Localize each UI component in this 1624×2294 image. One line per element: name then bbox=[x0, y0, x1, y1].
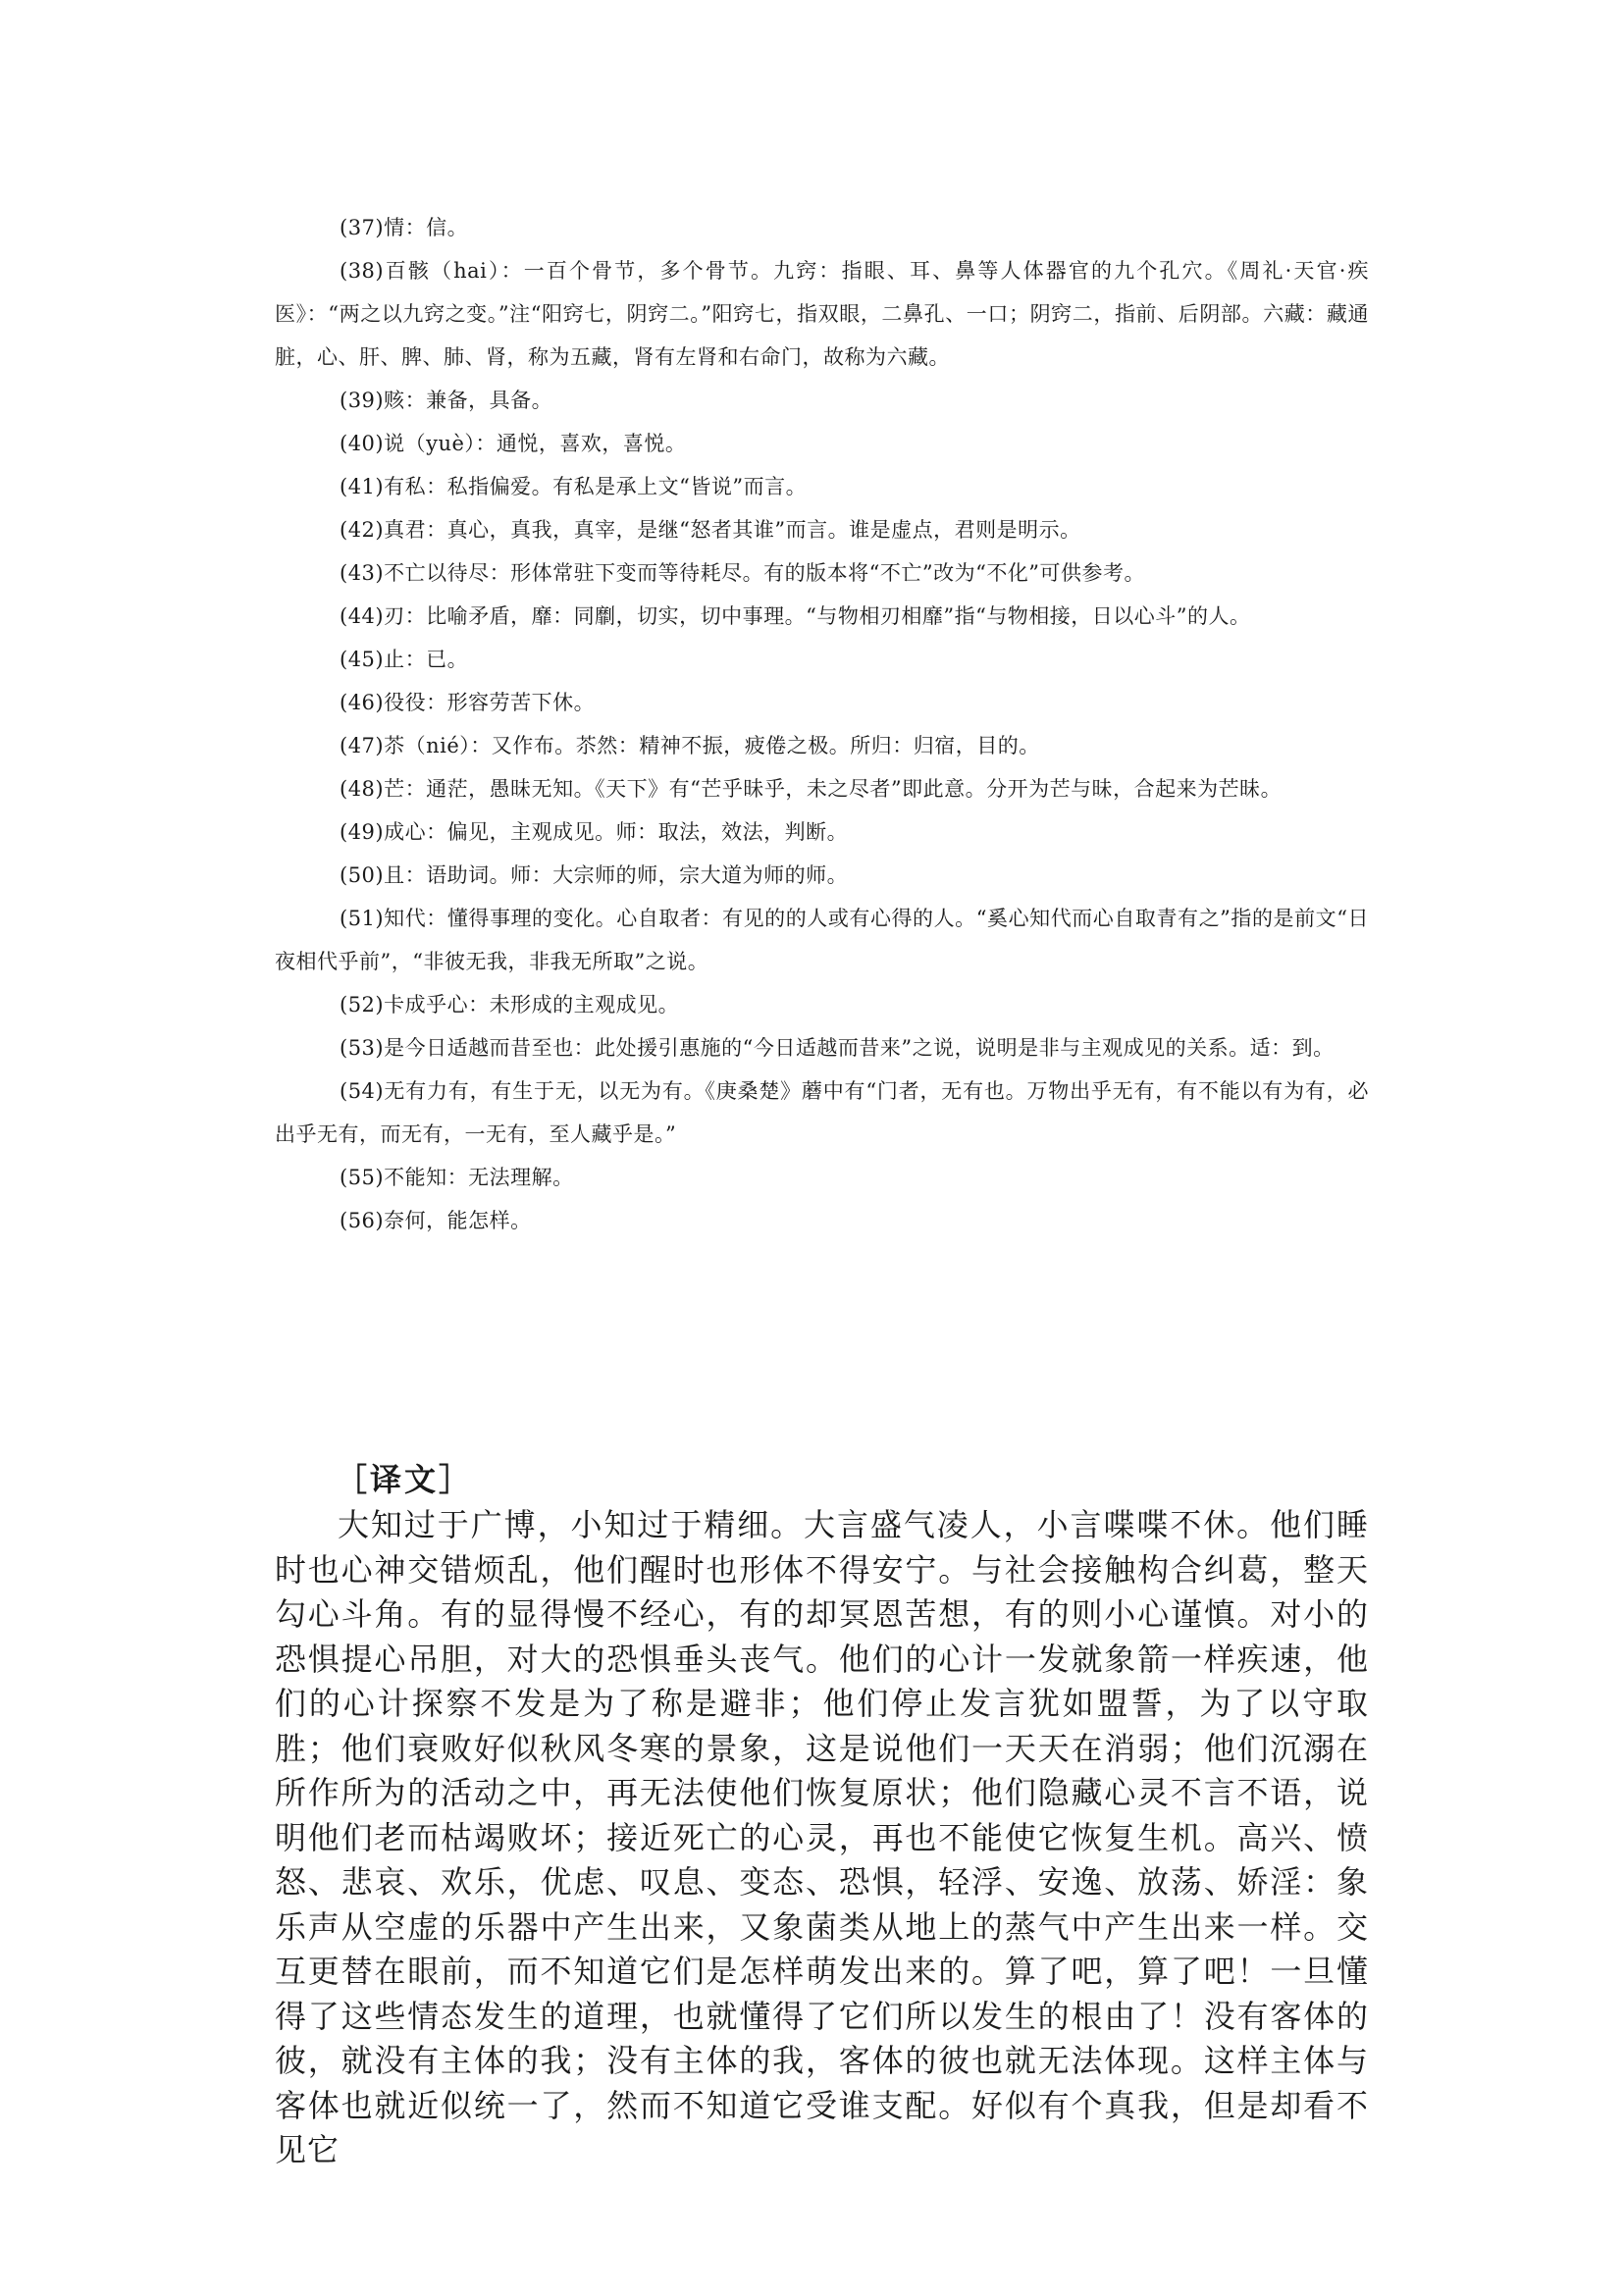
note-49: (49)成心：偏见，主观成见。师：取法，效法，判断。 bbox=[340, 820, 849, 844]
note-54: (54)无有力有，有生于无，以无为有。《庚桑楚》蘑中有“门者，无有也。万物出乎无有，有不能以有为有，必出乎无有，而无有，一无有，至人藏乎是。” bbox=[275, 1079, 1369, 1146]
annotation-notes bbox=[275, 206, 1369, 1242]
note-39: (39)赅：兼备，具备。 bbox=[340, 389, 553, 412]
note-37: (37)情：信。 bbox=[340, 216, 469, 239]
note-52: (52)卡成乎心：未形成的主观成见。 bbox=[340, 993, 680, 1017]
note-55: (55)不能知：无法理解。 bbox=[340, 1166, 574, 1189]
note-40: (40)说（yuè）：通悦，喜欢，喜悦。 bbox=[340, 432, 687, 455]
note-44: (44)刃：比喻矛盾，靡：同劘，切实，切中事理。“与物相刃相靡”指“与物相接，日以心斗”的人。 bbox=[340, 604, 1251, 628]
note-46: (46)役役：形容劳苦下休。 bbox=[340, 691, 596, 714]
note-38: (38)百骸（hai）：一百个骨节，多个骨节。九窍：指眼、耳、鼻等人体器官的九个孔穴。《周礼·天官·疾医》：“两之以九窍之变。”注“阳窍七，阴窍二。”阳窍七，指双眼，二鼻孔、一口；阴窍二，指前、后阴部。六藏：藏通脏，心、肝、脾、肺、肾，称为五藏，肾有左肾和右命门，故称为六藏。 bbox=[275, 259, 1369, 369]
note-50: (50)且：语助词。师：大宗师的师，宗大道为师的师。 bbox=[340, 863, 849, 887]
note-45: (45)止：已。 bbox=[340, 648, 469, 671]
translation-text: 大知过于广博，小知过于精细。大言盛气凌人，小言喋喋不休。他们睡时也心神交错烦乱，他们醒时也形体不得安宁。与社会接触构合纠葛，整天勾心斗角。有的显得慢不经心，有的却冥恩苦想，有的则小心谨慎。对小的恐惧提心吊胆，对大的恐惧垂头丧气。他们的心计一发就象箭一样疾速，他们的心计探察不发是为了称是避非；他们停止发言犹如盟誓，为了以守取胜；他们衰败好似秋风冬寒的景象，这是说他们一天天在消弱；他们沉溺在所作所为的活动之中，再无法使他们恢复原状；他们隐藏心灵不言不语，说明他们老而枯竭败坏；接近死亡的心灵，再也不能使它恢复生机。高兴、愤怒、悲哀、欢乐，优虑、叹息、变态、恐惧，轻浮、安逸、放荡、娇淫：象乐声从空虚的乐器中产生出来，又象菌类从地上的蒸气中产生出来一样。交互更替在眼前，而不知道它们是怎样萌发出来的。算了吧，算了吧！一旦懂得了这些情态发生的道理，也就懂得了它们所以发生的根由了！没有客体的彼，就没有主体的我；没有主体的我，客体的彼也就无法体现。这样主体与客体也就近似统一了，然而不知道它受谁支配。好似有个真我，但是却看不见它 bbox=[275, 1506, 1369, 2168]
note-41: (41)有私：私指偏爱。有私是承上文“皆说”而言。 bbox=[340, 475, 808, 498]
note-47: (47)苶（nié）：又作布。苶然：精神不振，疲倦之极。所归：归宿，目的。 bbox=[340, 734, 1040, 757]
translation-heading: ［译文］ bbox=[336, 1461, 474, 1498]
note-42: (42)真君：真心，真我，真宰，是继“怒者其谁”而言。谁是虚点，君则是明示。 bbox=[340, 518, 1081, 542]
note-53: (53)是今日适越而昔至也：此处援引惠施的“今日适越而昔来”之说，说明是非与主观成见的关系。适：到。 bbox=[340, 1036, 1335, 1060]
note-43: (43)不亡以待尽：形体常驻下变而等待耗尽。有的版本将“不亡”改为“不化”可供参考。 bbox=[340, 561, 1146, 585]
note-51: (51)知代：懂得事理的变化。心自取者：有见的的人或有心得的人。“奚心知代而心自取青有之”指的是前文“日夜相代乎前”，“非彼无我，非我无所取”之说。 bbox=[275, 907, 1369, 973]
note-48: (48)芒：通茫，愚昧无知。《天下》有“芒乎昧乎，未之尽者”即此意。分开为芒与昧，合起来为芒昧。 bbox=[340, 777, 1283, 801]
note-56: (56)奈何，能怎样。 bbox=[340, 1209, 532, 1232]
